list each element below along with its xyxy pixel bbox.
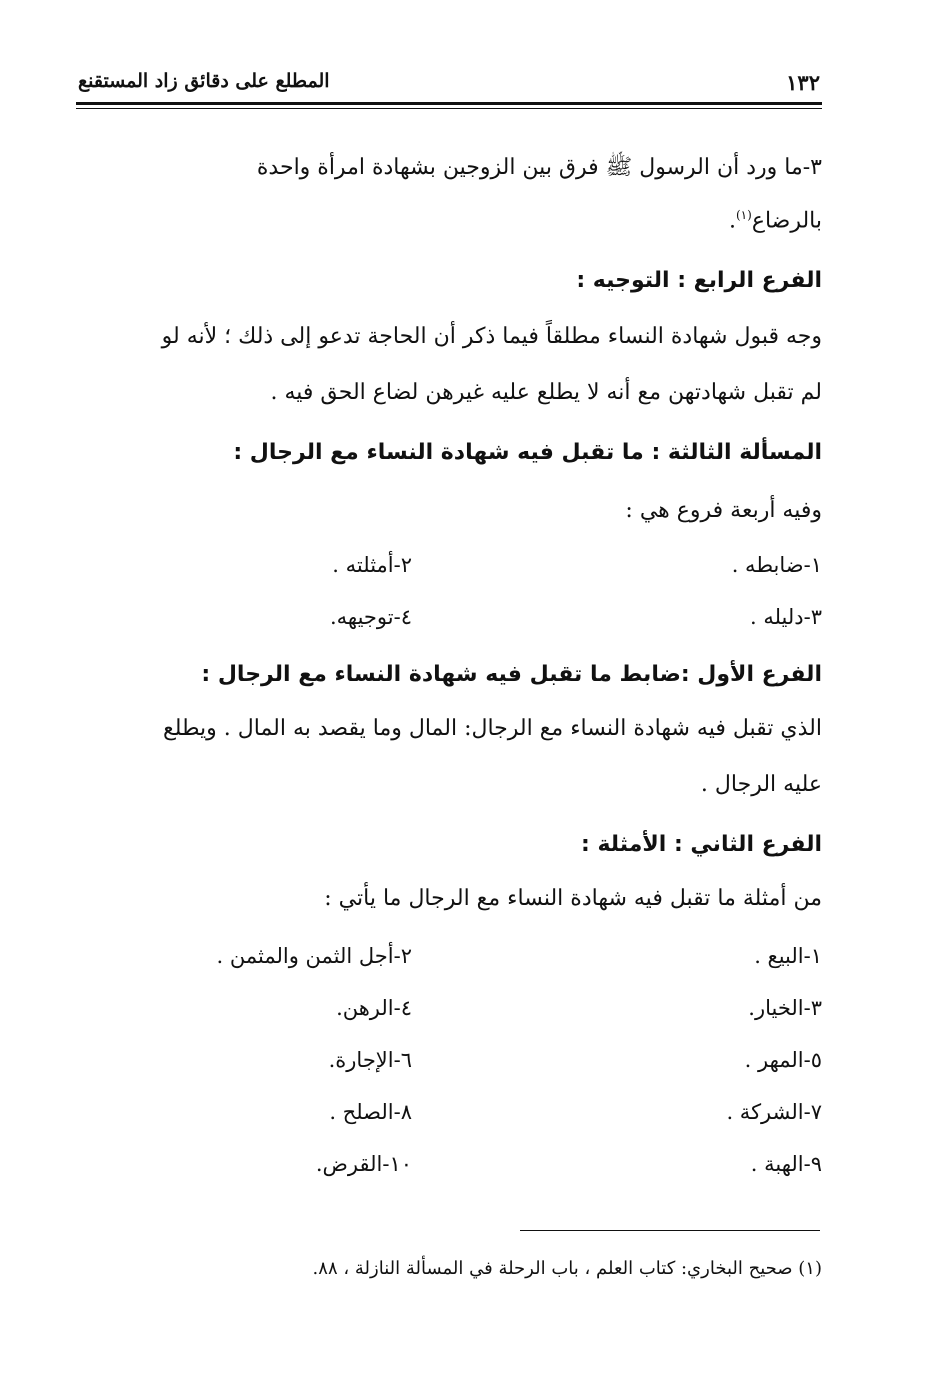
paragraph-line: عليه الرجال .: [700, 772, 822, 797]
book-title: المطلع على دقائق زاد المستقنع: [78, 70, 330, 92]
paragraph-text: .: [728, 208, 736, 234]
list-item: ٣-الخيار.: [748, 996, 822, 1020]
paragraph-line: وجه قبول شهادة النساء مطلقاً فيما ذكر أن الحاجة تدعو إلى ذلك ؛ لأنه لو: [161, 324, 822, 349]
list-item: ٢-أمثلته .: [332, 553, 412, 577]
list-item: ٥-المهر .: [744, 1048, 822, 1072]
paragraph-line: ٣-ما ورد أن الرسول ﷺ فرق بين الزوجين بشهادة امرأة واحدة: [256, 155, 822, 180]
section-heading: المسألة الثالثة : ما تقبل فيه شهادة النساء مع الرجال :: [233, 440, 822, 465]
list-item: ١-البيع .: [754, 944, 822, 968]
paragraph-line: وفيه أربعة فروع هي :: [625, 498, 822, 523]
paragraph-line: من أمثلة ما تقبل فيه شهادة النساء مع الرجال ما يأتي :: [324, 886, 822, 911]
footnote-separator: [520, 1230, 820, 1231]
list-item: ٣-دليله .: [749, 605, 822, 629]
list-item: ١-ضابطه .: [731, 553, 822, 577]
list-item: ١٠-القرض.: [315, 1152, 412, 1176]
list-item: ٤-توجيهه.: [329, 605, 412, 629]
section-heading: الفرع الرابع : التوجيه :: [576, 268, 822, 293]
list-item: ٢-أجل الثمن والمثمن .: [216, 944, 412, 968]
list-item: ٧-الشركة .: [726, 1100, 822, 1124]
page-number: ١٣٢: [786, 70, 820, 95]
section-heading: الفرع الثاني : الأمثلة :: [581, 832, 822, 857]
section-heading: الفرع الأول :ضابط ما تقبل فيه شهادة النساء مع الرجال :: [201, 662, 822, 687]
paragraph-line: الذي تقبل فيه شهادة النساء مع الرجال: المال وما يقصد به المال . ويطلع: [162, 716, 822, 741]
list-item: ٩-الهبة .: [750, 1152, 822, 1176]
running-header: [78, 70, 820, 96]
list-item: ٦-الإجارة.: [328, 1048, 412, 1072]
footnote: (١) صحيح البخاري: كتاب العلم ، باب الرحلة في المسألة النازلة ، ٨٨.: [312, 1258, 822, 1279]
footnote-ref[interactable]: (١): [735, 208, 752, 222]
list-item: ٤-الرهن.: [336, 996, 412, 1020]
paragraph-text: بالرضاع: [751, 208, 822, 234]
paragraph-line: لم تقبل شهادتهن مع أنه لا يطلع عليه غيرهن لضاع الحق فيه .: [270, 380, 822, 405]
list-item: ٨-الصلح .: [329, 1100, 412, 1124]
header-rule-thick: [76, 102, 822, 105]
paragraph-line: [729, 208, 822, 235]
header-rule-thin: [76, 108, 822, 109]
